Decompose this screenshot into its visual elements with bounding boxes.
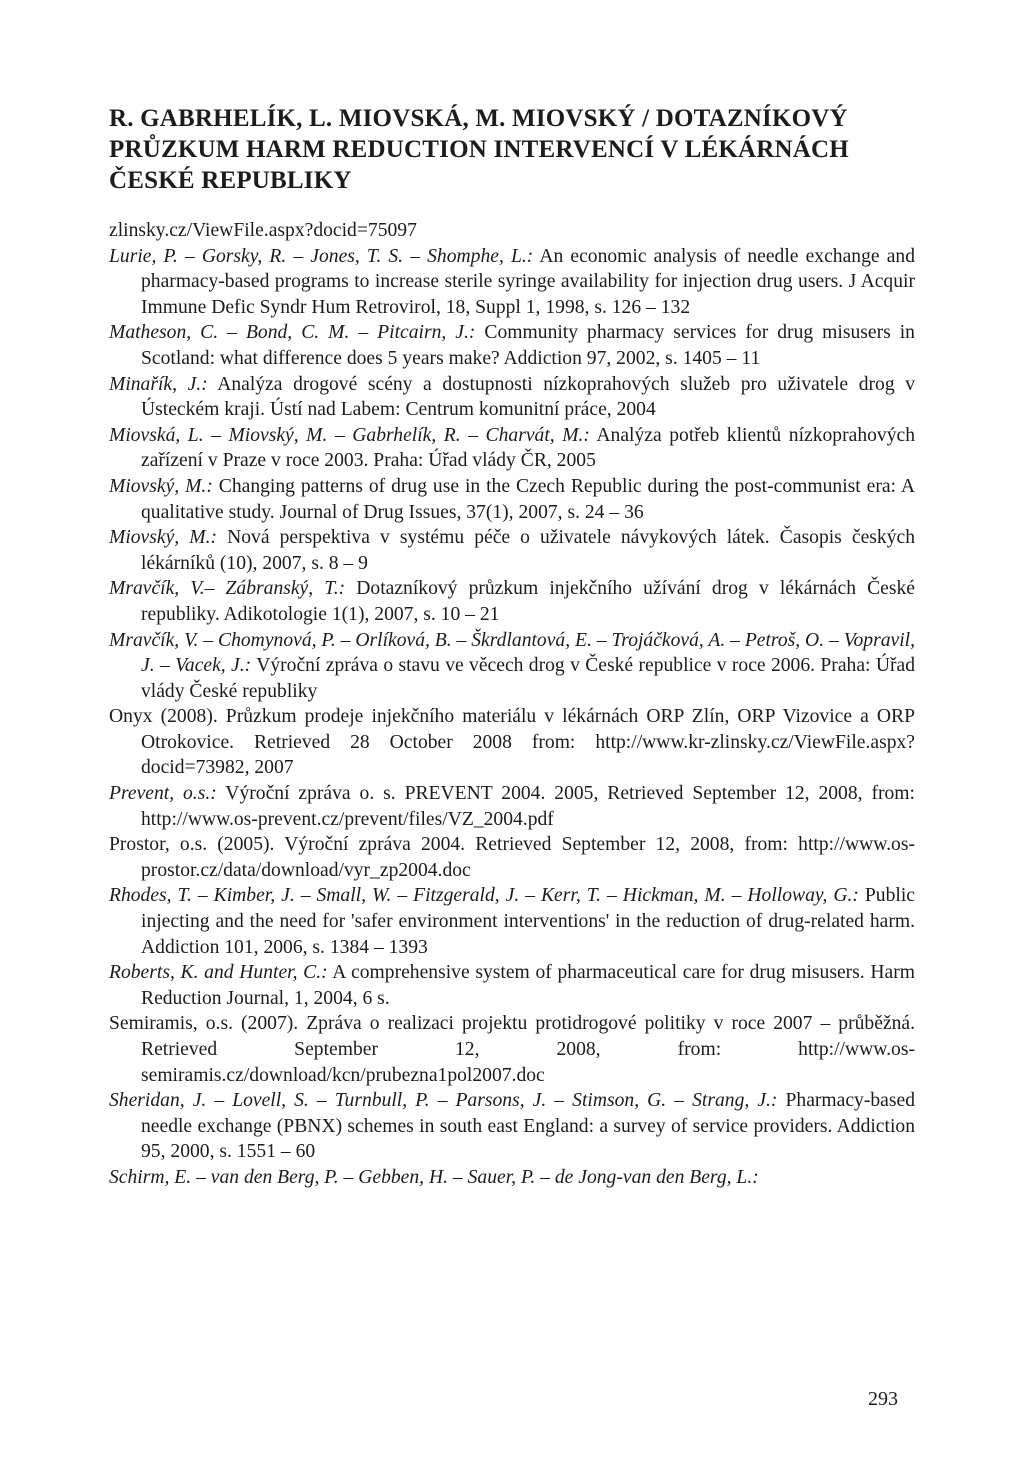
reference-entry bbox=[109, 960, 915, 1011]
reference-entry bbox=[109, 244, 915, 321]
reference-authors: Schirm, E. – van den Berg, P. – Gebben, H. – Sauer, P. – de Jong-van den Berg, L.: bbox=[109, 1166, 759, 1188]
reference-entry bbox=[109, 704, 915, 781]
reference-entry bbox=[109, 1011, 915, 1088]
reference-authors: Matheson, C. – Bond, C. M. – Pitcairn, J.: bbox=[109, 322, 476, 344]
reference-entry bbox=[109, 628, 915, 705]
reference-authors: Minařík, J.: bbox=[109, 373, 208, 395]
running-header-line-1: R. GABRHELÍK, L. MIOVSKÁ, M. MIOVSKÝ / DOTAZNÍKOVÝ bbox=[109, 105, 848, 132]
reference-text: Výroční zpráva o stavu ve věcech drog v České republice v roce 2006. Praha: Úřad vlády České republiky bbox=[141, 655, 915, 702]
reference-authors: Mravčík, V. – Chomynová, P. – Orlíková, B. – Škrdlantová, E. – Trojáčková, A. – Petroš, O. – Vopravil, J. – Vacek, J.: bbox=[109, 629, 915, 677]
reference-text: Výroční zpráva o. s. PREVENT 2004. 2005, Retrieved September 12, 2008, from: http://www.os-prevent.cz/prevent/files/VZ_2004.pdf bbox=[141, 783, 915, 830]
reference-entry bbox=[109, 1088, 915, 1165]
reference-entry bbox=[109, 832, 915, 883]
running-header bbox=[109, 103, 909, 196]
reference-entry bbox=[109, 423, 915, 474]
reference-text: zlinsky.cz/ViewFile.aspx?docid=75097 bbox=[109, 220, 417, 241]
reference-authors: Miovský, M.: bbox=[109, 527, 218, 549]
reference-authors: Lurie, P. – Gorsky, R. – Jones, T. S. – Shomphe, L.: bbox=[109, 245, 534, 267]
reference-text: Analýza potřeb klientů nízkoprahových zařízení v Praze v roce 2003. Praha: Úřad vlády ČR, 2005 bbox=[141, 424, 915, 472]
reference-entry bbox=[109, 320, 915, 371]
page-number: 293 bbox=[868, 1388, 898, 1410]
reference-authors: Sheridan, J. – Lovell, S. – Turnbull, P. – Parsons, J. – Stimson, G. – Strang, J.: bbox=[109, 1090, 778, 1112]
reference-entry bbox=[109, 1165, 915, 1191]
reference-entry bbox=[109, 218, 915, 244]
reference-entry bbox=[109, 576, 915, 627]
reference-authors: Prevent, o.s.: bbox=[109, 783, 217, 805]
reference-authors: Mravčík, V.– Zábranský, T.: bbox=[109, 578, 346, 600]
reference-authors: Miovský, M.: bbox=[109, 475, 213, 497]
reference-text: Community pharmacy services for drug misusers in Scotland: what difference does 5 years make? Addiction 97, 2002, s. 1405 – 11 bbox=[141, 322, 915, 369]
reference-list bbox=[109, 218, 915, 1191]
reference-entry bbox=[109, 474, 915, 525]
reference-text: Dotazníkový průzkum injekčního užívání drog v lékárnách České republiky. Adikotologie 1(1), 2007, s. 10 – 21 bbox=[141, 578, 915, 625]
reference-text: Onyx (2008). Průzkum prodeje injekčního materiálu v lékárnách ORP Zlín, ORP Vizovice a ORP Otrokovice. Retrieved 28 October 2008 from: http://www.kr-zlinsky.cz/ViewFile.aspx?docid=73982, 2007 bbox=[109, 706, 915, 779]
running-header-line-3: ČESKÉ REPUBLIKY bbox=[109, 167, 352, 194]
reference-text: Analýza drogové scény a dostupnosti nízkoprahových služeb pro uživatele drog v Ústeckém kraji. Ústí nad Labem: Centrum komunitní práce, 2004 bbox=[141, 373, 915, 421]
reference-authors: Roberts, K. and Hunter, C.: bbox=[109, 962, 328, 984]
running-header-line-2: PRŮZKUM HARM REDUCTION INTERVENCÍ V LÉKÁRNÁCH bbox=[109, 136, 849, 163]
reference-entry bbox=[109, 372, 915, 423]
reference-text: Pharmacy-based needle exchange (PBNX) schemes in south east England: a survey of service providers. Addiction 95, 2000, s. 1551 – 60 bbox=[141, 1090, 915, 1163]
reference-authors: Rhodes, T. – Kimber, J. – Small, W. – Fitzgerald, J. – Kerr, T. – Hickman, M. – Holloway, G.: bbox=[109, 885, 859, 907]
reference-text: Prostor, o.s. (2005). Výroční zpráva 2004. Retrieved September 12, 2008, from: http://www.os-prostor.cz/data/download/vyr_zp2004.doc bbox=[109, 834, 915, 881]
reference-text: Nová perspektiva v systému péče o uživatele návykových látek. Časopis českých lékárníků (10), 2007, s. 8 – 9 bbox=[141, 527, 915, 574]
reference-entry bbox=[109, 781, 915, 832]
reference-text: An economic analysis of needle exchange and pharmacy-based programs to increase sterile syringe availability for injection drug users. J Acquir Immune Defic Syndr Hum Retrovirol, 18, Suppl 1, 1998, s. 126 – 132 bbox=[141, 245, 915, 318]
reference-text: A comprehensive system of pharmaceutical care for drug misusers. Harm Reduction Journal, 1, 2004, 6 s. bbox=[141, 962, 916, 1009]
reference-text: Changing patterns of drug use in the Czech Republic during the post-communist era: A qualitative study. Journal of Drug Issues, 37(1), 2007, s. 24 – 36 bbox=[141, 475, 915, 523]
reference-authors: Miovská, L. – Miovský, M. – Gabrhelík, R. – Charvát, M.: bbox=[109, 424, 590, 446]
reference-entry bbox=[109, 525, 915, 576]
reference-text: Semiramis, o.s. (2007). Zpráva o realizaci projektu protidrogové politiky v roce 2007 – průběžná. Retrieved September 12, 2008, from: http://www.os-semiramis.cz/download/kcn/prubezna1pol2007.doc bbox=[109, 1013, 915, 1086]
reference-entry bbox=[109, 883, 915, 960]
reference-text: Public injecting and the need for 'safer environment interventions' in the reduction of drug-related harm. Addiction 101, 2006, s. 1384 – 1393 bbox=[141, 885, 915, 958]
